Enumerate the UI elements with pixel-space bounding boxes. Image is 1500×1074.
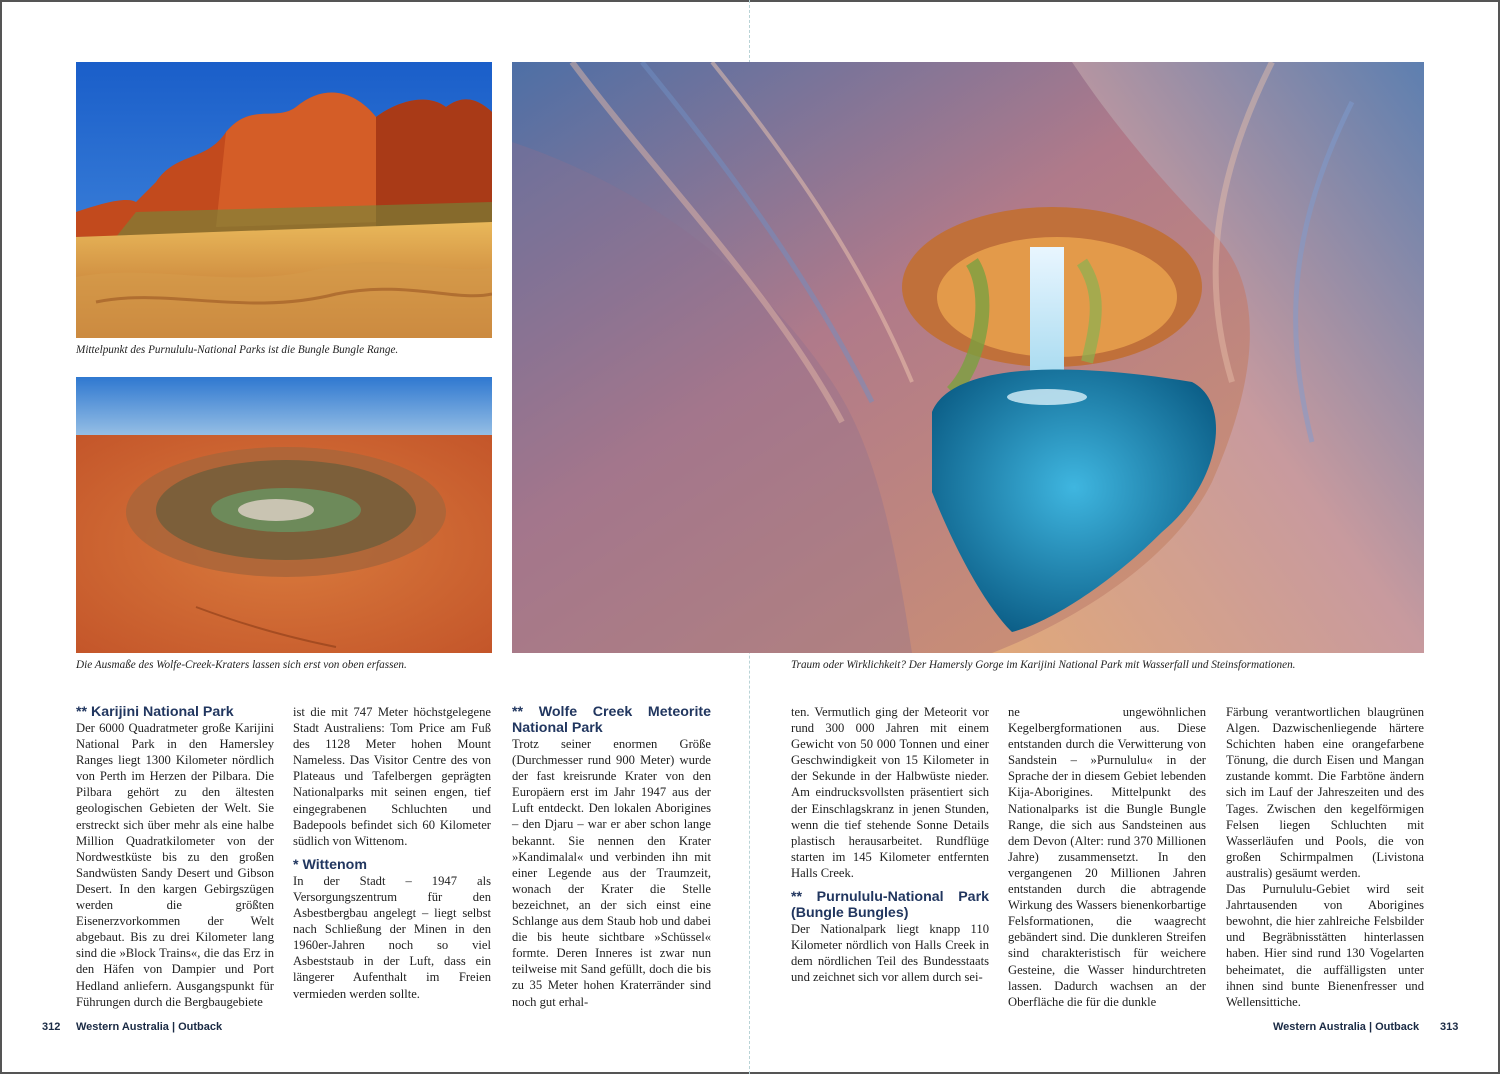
text-column-6 [1226,704,1424,1010]
left-page-number: 312 [42,1021,61,1033]
bungle-bungle-photo [76,62,492,338]
crater-caption: Die Ausmaße des Wolfe-Creek-Kraters lassen sich erst von oben erfassen. [76,659,407,671]
text-column-5 [1008,704,1206,1010]
purnululu-text-continued: ne ungewöhnlichen Kegelbergformationen aus. Diese entstanden durch die Verwitterung von Sandstein – »Purnululu« in der Sprache der in diesem Gebiet lebenden Kija-Aborigines. Mittelpunkt des Nationalparks ist die Bungle Bungle Range, die sich aus Sandsteinen aus dem Devon (Alter: rund 370 Millionen Jahre) zusammensetzt. In den vergangenen 20 Millionen Jahren entstanden durch die abtragende Wirkung des Wassers bienenkorbartige Felsformationen, die waagrecht gebändert sind. Die dunkleren Streifen sind charakteristisch für weichere Gesteine, die Wasser hindurchtreten lassen. Dadurch wachsen an der Oberfläche die für die dunkle [1008,705,1206,1009]
text-column-2 [293,704,491,1002]
wolfe-creek-text: Trotz seiner enormen Größe (Durchmesser rund 900 Meter) wurde der fast kreisrunde Krater von den Europäern erst im Jahr 1947 aus der Luft entdeckt. Den lokalen Aborigines – den Djaru – war er aber schon lange bekannt. Sie nennen den Krater »Kandimalal« und verbinden ihn mit einer Legende aus der Traumzeit, wonach der Krater die Stelle bezeichnet, an der sich einst eine Schlange aus dem Staub hob und dabei die bis heute sichtbare »Schüssel« formte. Deren Inneres ist zwar nun teilweise mit Sand gefüllt, doch die bis zu 35 Meter hohen Kraterränder sind noch gut erhal- [512,737,711,1009]
purnululu-text: Der Nationalpark liegt knapp 110 Kilometer nördlich von Halls Creek in dem nördlichen Teil des Bundesstaats und zeichnet sich vor allem durch sei- [791,922,989,985]
wolfe-creek-crater-photo [76,377,492,653]
right-running-title: Western Australia | Outback [1273,1021,1420,1033]
bungle-bungle-illustration [76,62,492,338]
wolfe-creek-text-continued: ten. Vermutlich ging der Meteorit vor rund 300 000 Jahren mit einem Gewicht von 50 000 Tonnen und einer Geschwindigkeit von 15 Kilometer in der Sekunde in der Halbwüste nieder. Am eindrucksvollsten präsentiert sich der Einschlagskranz in jenen Stunden, wenn die tief stehende Sonne Details plastisch herausarbeitet. Rundflüge starten im 145 Kilometer entfernten Halls Creek. [791,705,989,880]
bungle-caption: Mittelpunkt des Purnululu-National Parks ist die Bungle Bungle Range. [76,344,399,356]
right-page-number: 313 [1440,1021,1459,1033]
purnululu-text-continued-2: Färbung verantwortlichen blaugrünen Algen. Dazwischenliegende härtere Schichten haben eine orangefarbene Tönung, die durch Eisen und Mangan zustande kommt. Die Farbtöne ändern sich im Lauf der Jahreszeiten und des Tages. Zwischen den kegelförmigen Felsen liegen Schluchten mit Wasserläufen und Pools, die von großen Schirmpalmen (Livistona australis) gesäumt werden. [1226,705,1424,880]
left-running-title: Western Australia | Outback [76,1021,223,1033]
hamersley-gorge-photo [512,62,1424,653]
purnululu-history-text: Das Purnululu-Gebiet wird seit Jahrtausenden von Aborigines bewohnt, die hier zahlreiche Felsbilder und Begräbnisstätten hinterlassen haben. Hier sind rund 130 Vogelarten beheimatet, die auffälligsten unter ihnen sind bunte Bienenfresser und Wellensittiche. [1226,882,1424,1009]
karijini-heading: ** Karijini National Park [76,704,234,720]
crater-illustration [76,377,492,653]
wittenom-heading: * Wittenom [293,856,367,873]
text-column-3 [512,704,711,1010]
text-column-1 [76,704,274,1010]
gorge-caption: Traum oder Wirklichkeit? Der Hamersly Gorge im Karijini National Park mit Wasserfall und Steinsformationen. [791,659,1296,671]
gorge-illustration [512,62,1424,653]
karijini-text-continued: ist die mit 747 Meter höchstgelegene Stadt Australiens: Tom Price am Fuß des 1128 Meter hohen Mount Nameless. Das Visitor Centre des von Plateaus und Tafelbergen geprägten Nationalparks mit seinen engen, tief eingegrabenen Schluchten und Badepools befindet sich 60 Kilometer südlich von Wittenom. [293,705,491,848]
wolfe-creek-heading: ** Wolfe Creek Meteorite National Park [512,704,711,736]
text-column-4 [791,704,989,985]
purnululu-heading: ** Purnululu-National Park (Bungle Bungles) [791,889,989,922]
wittenom-text: In der Stadt – 1947 als Versorgungszentrum für den Asbestbergbau angelegt – liegt selbst nach Schließung der Minen in den 1960er-Jahren noch so viel Asbeststaub in der Luft, dass ein längerer Aufenthalt im Freien vermieden werden sollte. [293,873,491,1001]
karijini-text: Der 6000 Quadratmeter große Karijini National Park in den Hamersley Ranges liegt 1300 Kilometer nördlich von Perth im Herzen der Pilbara. Die Pilbara gehört zu den ältesten geologischen Gebieten der Welt. Sie erstreckt sich über mehr als eine halbe Million Quadratkilometer von der Nordwestküste bis zu den großen Sandwüsten Sandy Desert und Gibson Desert. In den kargen Gebirgszügen werden die größten Eisenerzvorkommen der Welt abgebaut. Bis zu drei Kilometer lang sind die »Block Trains«, die das Erz in den Häfen von Dampier und Port Hedland anliefern. Ausgangspunkt für Führungen durch die Bergbaugebiete [76,721,274,1009]
